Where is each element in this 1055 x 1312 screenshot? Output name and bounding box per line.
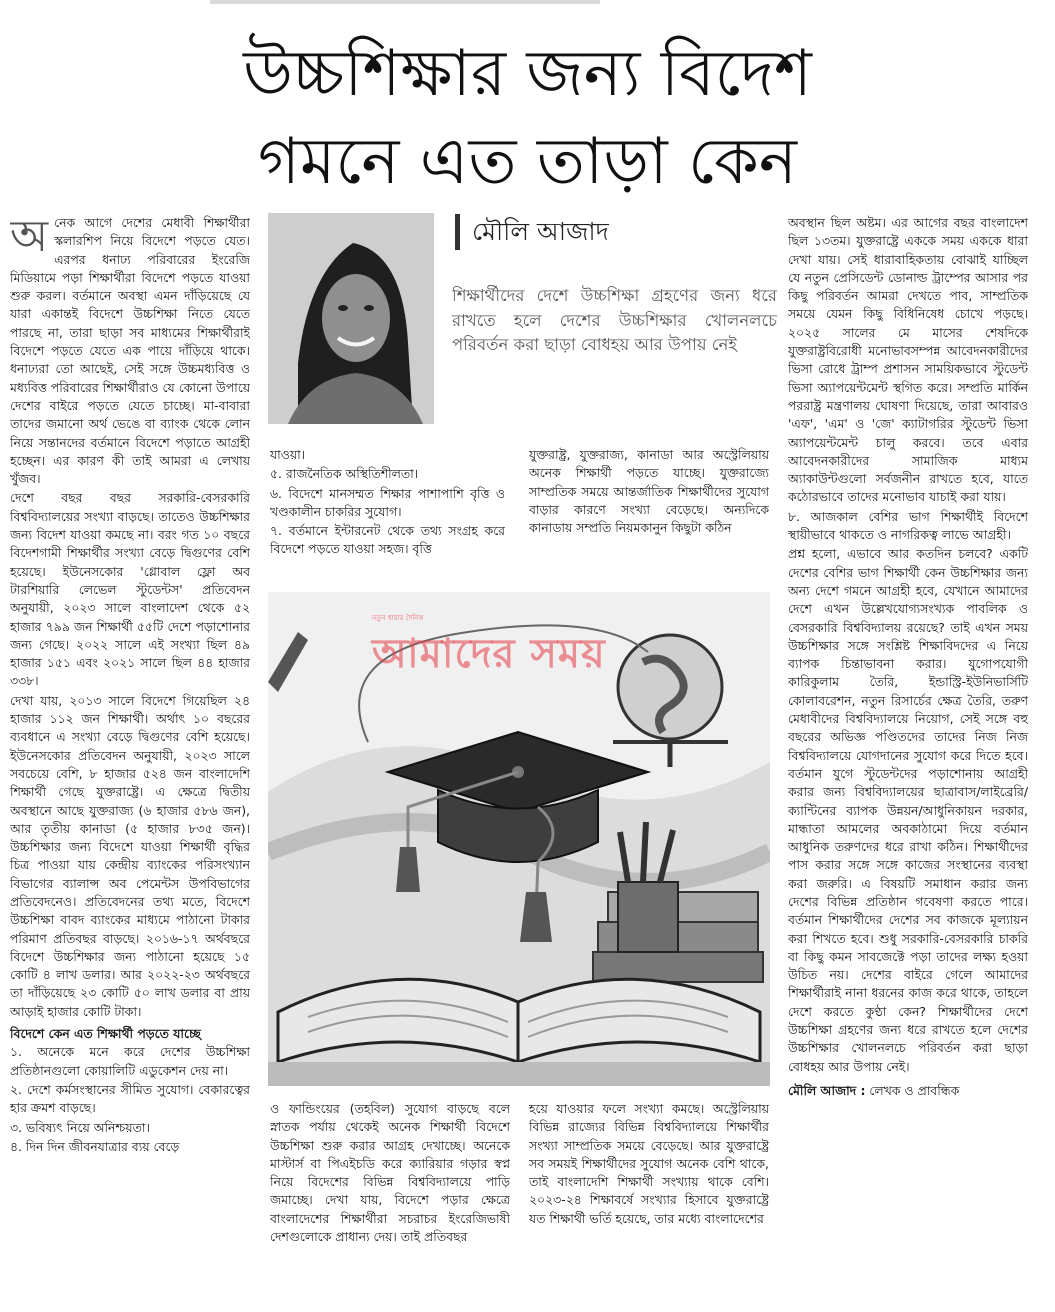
list-item: ৪. দিন দিন জীবনযাত্রার ব্যয় বেড়ে <box>10 1138 180 1154</box>
headline-line-2: গমনে এত তাড়া কেন <box>258 125 797 199</box>
watermark-tagline: নতুন ধারার দৈনিক <box>372 614 424 622</box>
list-item: ৭. বর্তমানে ইন্টারনেট থেকে তথ্য সংগ্রহ করে বিদেশে পড়তে যাওয়া সহজ। বৃত্তি <box>270 523 505 557</box>
paragraph: হয়ে যাওয়ার ফলে সংখ্যা কমছে। অস্ট্রেলিয়ায় বিভিন্ন রাজ্যের বিভিন্ন বিশ্ববিদ্যালয়ে শিক্ষার্থীর সংখ্যা সাম্প্রতিক সময়ে বেড়েছে। আর যুক্তরাষ্ট্রে সব সময়ই শিক্ষার্থীদের সুযোগ অনেক বেশি থাকে, তাই বাংলাদেশি শিক্ষার্থী সংখ্যায় থাকে বেশি। ২০২৩-২৪ শিক্ষাবর্ষে সংখ্যার হিসাবে যুক্তরাষ্ট্রে যত শিক্ষার্থী ভর্তি হয়েছে, তার মধ্যে বাংলাদেশের <box>529 1101 769 1226</box>
article-column-3-top <box>529 446 769 574</box>
byline-role: লেখক ও প্রাবন্ধিক <box>869 1082 960 1098</box>
paragraph: যুক্তরাষ্ট্র, যুক্তরাজ্য, কানাডা আর অস্ট্রেলিয়ায় অনেক শিক্ষার্থী পড়তে যাচ্ছে। যুক্তরাজ্যে সাম্প্রতিক সময়ে আন্তর্জাতিক শিক্ষার্থীদের সুযোগ বাড়ার কারণে সংখ্যা বেড়েছে। অন্যদিকে কানাডায় সম্প্রতি নিয়মকানুন কিছুটা কঠিন <box>529 447 769 536</box>
author-byline <box>788 1082 1028 1100</box>
list-item: ১. অনেকে মনে করে দেশের উচ্চশিক্ষা প্রতিষ্ঠানগুলো কোয়ালিটি এডুকেশন দেয় না। <box>10 1044 250 1078</box>
headline <box>0 30 1055 206</box>
headline-line-1: উচ্চশিক্ষার জন্য বিদেশ <box>243 37 812 111</box>
watermark-logo: আমাদের সময় <box>372 631 606 677</box>
paragraph: অবস্থান ছিল অষ্টম। এর আগের বছর বাংলাদেশ ছিল ১৩তম। যুক্তরাষ্ট্রে এককে সময় এককে ধারা দেখা যায়। সেই ধারাবাহিকতায় বোঝাই যাচ্ছিল যে নতুন প্রেসিডেন্ট ডোনাল্ড ট্রাম্পের আসার পর কিছু পরিবর্তন আমরা দেখতে পাব, সাম্প্রতিক সময়ে যেমন কিছু বিধিনিষেধ চোখে পড়ছে। ২০২৫ সালের মে মাসের শেষদিকে যুক্তরাষ্ট্রবিরোধী মনোভাবসম্পন্ন আবেদনকারীদের ভিসা রোধে ট্রাম্প প্রশাসন সাময়িকভাবে স্টুডেন্ট ভিসা অ্যাপয়েন্টমেন্ট স্থগিত করে। সম্প্রতি মার্কিন পররাষ্ট্র মন্ত্রণালয় ঘোষণা দিয়েছে, তারা আবারও 'এফ', 'এম' ও 'জে' ক্যাটাগরির স্টুডেন্ট ভিসা অ্যাপয়েন্টমেন্ট চালু করবে। তবে এবার আবেদনকারীদের সামাজিক মাধ্যম অ্যাকাউন্টগুলো সর্বজনীন রাখতে হবে, যাতে কঠোরভাবে তাদের মনোভাব যাচাই করা যায়। <box>788 215 1028 505</box>
author-portrait-image <box>268 213 434 424</box>
pull-quote: শিক্ষার্থীদের দেশে উচ্চশিক্ষা গ্রহণের জন্য ধরে রাখতে হলে দেশের উচ্চশিক্ষার খোলনলচে পরিবর্তন করা ছাড়া বোধহয় আর উপায় নেই <box>452 286 777 354</box>
article-column-4 <box>788 214 1028 1299</box>
top-rule <box>210 0 600 4</box>
list-item: ৩. ভবিষ্যৎ নিয়ে অনিশ্চয়তা। <box>10 1119 150 1135</box>
list-item: ৫. রাজনৈতিক অস্থিতিশীলতা। <box>270 466 419 482</box>
paragraph: যাওয়া। <box>270 447 306 462</box>
list-item: ২. দেশে কর্মসংস্থানের সীমিত সুযোগ। বেকারত্বের হার ক্রমশ বাড়ছে। <box>10 1081 250 1116</box>
author-name: মৌলি আজাদ <box>455 214 609 250</box>
list-item: ৮. আজকাল বেশির ভাগ শিক্ষার্থীই বিদেশে স্থায়ীভাবে থাকতে ও নাগরিকত্ব লাভে আগ্রহী। <box>788 508 1028 543</box>
paragraph: দেশে বছর বছর সরকারি-বেসরকারি বিশ্ববিদ্যালয়ের সংখ্যা বাড়ছে। তাতেও উচ্চশিক্ষার জন্য বিদেশ যাওয়া কমছে না। বরং গত ১০ বছরে বিদেশগামী শিক্ষার্থীর সংখ্যা বেড়ে দ্বিগুণের বেশি হয়েছে। ইউনেসকোর 'গ্লোবাল ফ্লো অব টারশিয়ারি লেভেল স্টুডেন্টস' প্রতিবেদন অনুযায়ী, ২০২৩ সালে বাংলাদেশ থেকে ৫২ হাজার ৭৯৯ জন শিক্ষার্থী ৫৫টি দেশে পড়াশোনার জন্য গেছে। ২০২২ সালে এই সংখ্যা ছিল ৪৯ হাজার ১৫১ এবং ২০২১ সালে ছিল ৪৪ হাজার ৩৩৮। <box>10 490 250 689</box>
article-column-2-top <box>270 446 505 574</box>
section-subhead: বিদেশে কেন এত শিক্ষার্থী পড়তে যাচ্ছে <box>10 1026 201 1042</box>
paragraph: ও ফান্ডিংয়ের (তহবিল) সুযোগ বাড়ছে বলে স্নাতক পর্যায় থেকেই অনেক শিক্ষার্থী বিদেশে উচ্চশিক্ষা শুরু করার আগ্রহ দেখাচ্ছে। অনেকে মাস্টার্স বা পিএইচডি করে ক্যারিয়ার গড়ার স্বপ্ন নিয়ে বিদেশের বিভিন্ন বিশ্ববিদ্যালয়ে পাড়ি জমাচ্ছে। দেখা যায়, বিদেশে পড়ার ক্ষেত্রে বাংলাদেশের শিক্ষার্থীরা সচরাচর ইংরেজিভাষী দেশগুলোকে প্রাধান্য দেয়। তাই প্রতিবছর <box>270 1101 510 1245</box>
intro-text: নেক আগে দেশের মেধাবী শিক্ষার্থীরা স্কলারশিপ নিয়ে বিদেশে পড়তে যেত। এরপর ধনাঢ্য পরিবারের ইংরেজি মিডিয়ামে পড়া শিক্ষার্থীরা বিদেশে পড়তে যাওয়া শুরু করল। বর্তমানে অবস্থা এমন দাঁড়িয়েছে যে যারা একান্তই বিদেশে উচ্চশিক্ষা নিতে যেতে পারছে না, তারা ছাড়া সব মাধ্যমের শিক্ষার্থীরাই বিদেশে পড়তে যেতে এক পায়ে দাঁড়িয়ে থাকে। ধনাঢ্যরা তো আছেই, সেই সঙ্গে উচ্চমধ্যবিত্ত ও মধ্যবিত্ত পরিবারের শিক্ষার্থীরাও যে কোনো উপায়ে দেশের বাইরে পড়তে যেতে চাচ্ছে। মা-বাবারা তাদের জমানো অর্থ ভেঙে বা ব্যাংক থেকে লোন নিয়ে সন্তানদের বর্তমানে বিদেশে পড়াতে আগ্রহী হচ্ছেন। এর কারণ কী তাই আমরা এ লেখায় খুঁজব। <box>10 215 250 487</box>
article-column-1 <box>10 214 250 1289</box>
article-column-3-bottom <box>529 1100 769 1290</box>
intro-paragraph <box>10 214 250 488</box>
article-column-2-bottom <box>270 1100 510 1290</box>
byline-name: মৌলি আজাদ : <box>788 1082 866 1098</box>
list-item: ৬. বিদেশে মানসম্মত শিক্ষার পাশাপাশি বৃত্তি ও খণ্ডকালীন চাকরির সুযোগ। <box>270 485 505 519</box>
drop-cap: অ <box>10 214 49 262</box>
paragraph: দেখা যায়, ২০১৩ সালে বিদেশে গিয়েছিল ২৪ হাজার ১১২ জন শিক্ষার্থী। অর্থাৎ ১০ বছরের ব্যবধানে এ সংখ্যা বেড়ে দ্বিগুণের বেশি হয়েছে। ইউনেসকোর প্রতিবেদন অনুযায়ী, ২০২৩ সালে সবচেয়ে বেশি, ৮ হাজার ৫২৪ জন বাংলাদেশি শিক্ষার্থী গেছে যুক্তরাষ্ট্রে। এ ক্ষেত্রে দ্বিতীয় অবস্থানে আছে যুক্তরাজ্য (৬ হাজার ৫৮৬ জন), আর তৃতীয় কানাডা (৫ হাজার ৮৩৫ জন)। উচ্চশিক্ষার জন্য বিদেশে যাওয়া শিক্ষার্থী বৃদ্ধির চিত্র পাওয়া যায় কেন্দ্রীয় ব্যাংকের পরিসংখ্যান বিভাগের ব্যালান্স অব পেমেন্টস উপবিভাগের প্রতিবেদনেও। প্রতিবেদনের তথ্য মতে, বিদেশে উচ্চশিক্ষা বাবদ ব্যাংকের মাধ্যমে পাঠানো টাকার পরিমাণ প্রতিবছর বাড়ছে। ২০১৬-১৭ অর্থবছরে বিদেশে উচ্চশিক্ষার জন্য পাঠানো হয়েছে ১৫ কোটি ৪ লাখ ডলার। আর ২০২২-২৩ অর্থবছরে তা দাঁড়িয়েছে ২৩ কোটি ৫০ লাখ ডলার বা প্রায় আড়াই হাজার কোটি টাকা। <box>10 692 250 1019</box>
paragraph: প্রশ্ন হলো, এভাবে আর কতদিন চলবে? একটি দেশের বেশির ভাগ শিক্ষার্থী কেন উচ্চশিক্ষার জন্য অন্য দেশে গমনে আগ্রহী হবে, যেখানে আমাদের দেশে এখন উল্লেখযোগ্যসংখ্যক পাবলিক ও বেসরকারি বিশ্ববিদ্যালয় রয়েছে? তাই এখন সময় উচ্চশিক্ষার সঙ্গে সংশ্লিষ্ট শিক্ষাবিদদের এ নিয়ে ব্যাপক চিন্তাভাবনা করার। যুগোপযোগী কারিকুলাম তৈরি, ইন্ডাস্ট্রি-ইউনিভার্সিটি কোলাবরেশন, নতুন রিসার্চের ক্ষেত্র তৈরি, তরুণ মেধাবীদের বিশ্ববিদ্যালয়ে নিয়োগ, সেই সঙ্গে বহু বছরের অভিজ্ঞ পণ্ডিতদের তাদের নিজ নিজ বিশ্ববিদ্যালয়ে যোগদানের সুযোগ করে দিতে হবে। বর্তমান যুগে স্টুডেন্টদের পড়াশোনায় আগ্রহী করার জন্য বিশ্ববিদ্যালয়ের ছাত্রাবাস/লাইব্রেরি/ক্যান্টিনের ব্যাপক উন্নয়ন/আধুনিকায়ন দরকার, মান্ধাতা আমলের অবকাঠামো দিয়ে বর্তমান আধুনিক তরুণদের ধরে রাখা কঠিন। শিক্ষার্থীদের পাস করার সঙ্গে সঙ্গে কাজের সংস্থানের ব্যবস্থা করা জরুরি। এ বিষয়টি সমাধান করার জন্য দেশের বিভিন্ন প্রতিষ্ঠান গবেষণা করতে পারে। বর্তমান শিক্ষার্থীদের দেশের সব কাজকে মূল্যায়ন করা শিখতে হবে। শুধু সরকারি-বেসরকারি চাকরি বা কিছু কমন সাবজেক্টে পড়া তাদের লক্ষ্য হওয়া উচিত নয়। দেশের বাইরে গেলে আমাদের শিক্ষার্থীরাই নানা ধরনের কাজ করে থাকে, তাহলে দেশে করতে কুণ্ঠা কেন? শিক্ষার্থীদের দেশে উচ্চশিক্ষা গ্রহণের জন্য ধরে রাখতে হলে দেশের উচ্চশিক্ষার খোলনলচে পরিবর্তন করা ছাড়া বোধহয় আর উপায় নেই। <box>788 546 1028 1074</box>
author-photo <box>268 213 434 424</box>
